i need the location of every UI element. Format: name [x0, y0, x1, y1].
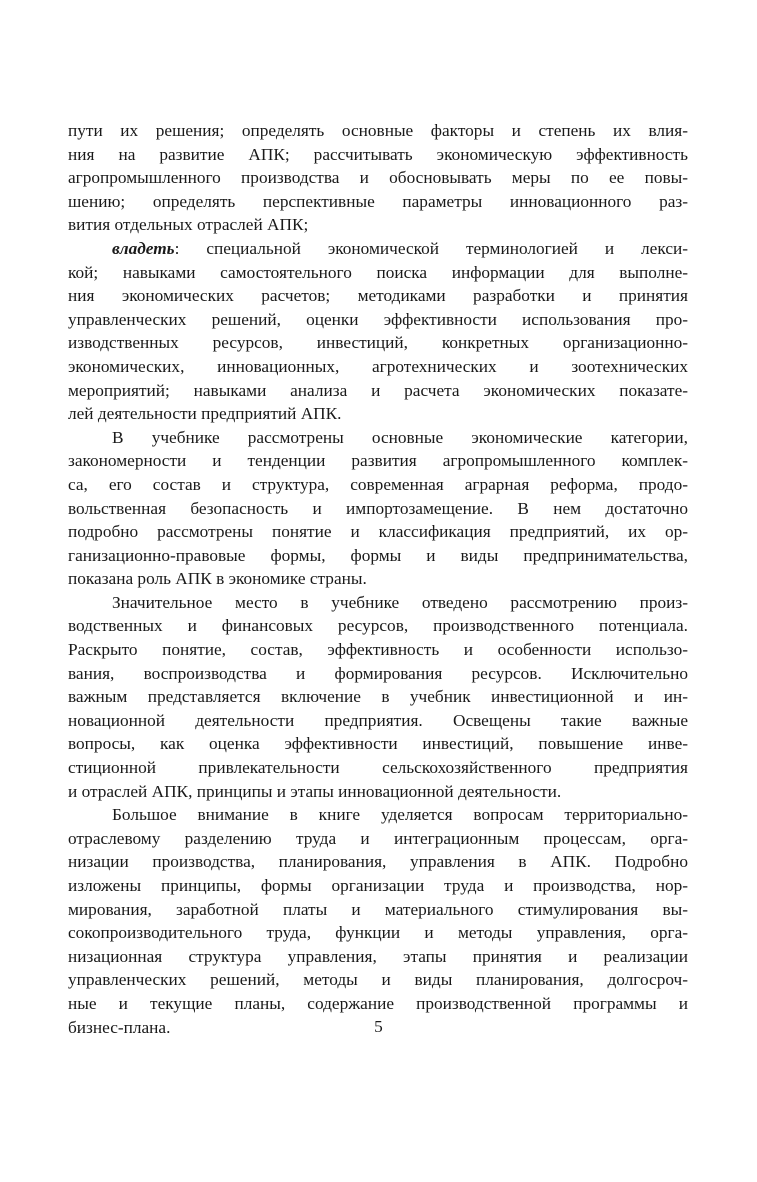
text-line: В учебнике рассмотрены основные экономические категории,: [112, 427, 688, 447]
paragraph: [68, 591, 688, 803]
paragraph: [68, 119, 688, 237]
text-line: экономических, инновационных, агротехнических и зоотехнических: [68, 356, 688, 376]
text-line: агропромышленного производства и обосновывать меры по ее повы-: [68, 168, 688, 188]
paragraph: [68, 426, 688, 591]
paragraph: [68, 803, 688, 1039]
text-line: лей деятельности предприятий АПК.: [68, 404, 342, 424]
text-line: вития отдельных отраслей АПК;: [68, 215, 309, 235]
text-line: управленческих решений, оценки эффективности использования про-: [68, 309, 688, 329]
text-line: вопросы, как оценка эффективности инвестиций, повышение инве-: [68, 734, 688, 754]
text-line: шению; определять перспективные параметры инновационного раз-: [68, 191, 688, 211]
text-line: отраслевому разделению труда и интеграционным процессам, орга-: [68, 828, 688, 848]
text-line: управленческих решений, методы и виды планирования, долгосроч-: [68, 970, 688, 990]
text-line: ния на развитие АПК; рассчитывать экономическую эффективность: [68, 144, 688, 164]
text-line: Значительное место в учебнике отведено рассмотрению произ-: [112, 592, 688, 612]
text-line: бизнес-плана.: [68, 1017, 171, 1037]
text-line: сокопроизводительного труда, функции и методы управления, орга-: [68, 923, 688, 943]
text-line: са, его состав и структура, современная аграрная реформа, продо-: [68, 474, 688, 494]
text-line: Большое внимание в книге уделяется вопросам территориально-: [112, 805, 688, 825]
text-line: вольственная безопасность и импортозамещение. В нем достаточно: [68, 498, 688, 518]
text-line: низационная структура управления, этапы принятия и реализации: [68, 946, 688, 966]
text-line: закономерности и тенденции развития агропромышленного комплек-: [68, 451, 688, 471]
paragraph: [68, 237, 688, 426]
text-line: [68, 237, 688, 261]
text-line: водственных и финансовых ресурсов, производственного потенциала.: [68, 616, 688, 636]
text-line: показана роль АПК в экономике страны.: [68, 569, 367, 589]
text-line: изложены принципы, формы организации труда и производства, нор-: [68, 876, 688, 895]
text-line: ния экономических расчетов; методиками разработки и принятия: [68, 286, 688, 306]
text-line: ные и текущие планы, содержание производственной программы и: [68, 993, 688, 1013]
text-line: пути их решения; определять основные факторы и степень их влия-: [68, 121, 688, 140]
text-line: подробно рассмотрены понятие и классификация предприятий, их ор-: [68, 522, 688, 542]
text-line: важным представляется включение в учебник инвестиционной и ин-: [68, 687, 688, 707]
keyword-term: владеть: [112, 238, 175, 258]
text-line: мероприятий; навыками анализа и расчета экономических показате-: [68, 380, 688, 400]
text-line: изводственных ресурсов, инвестиций, конкретных организационно-: [68, 333, 688, 353]
text-line: кой; навыками самостоятельного поиска информации для выполне-: [68, 262, 688, 282]
text-line: низации производства, планирования, управления в АПК. Подробно: [68, 852, 688, 872]
text-line: новационной деятельности предприятия. Освещены такие важные: [68, 710, 688, 730]
text-line-rest: : специальной экономической терминологией и лекси-: [174, 238, 688, 258]
text-line: ганизационно-правовые формы, формы и виды предпринимательства,: [68, 545, 688, 565]
text-line: мирования, заработной платы и материального стимулирования вы-: [68, 899, 688, 919]
text-line: и отраслей АПК, принципы и этапы инновационной деятельности.: [68, 781, 562, 801]
text-line: стиционной привлекательности сельскохозяйственного предприятия: [68, 758, 688, 778]
page-number: 5: [374, 1017, 383, 1036]
document-body: [68, 119, 688, 1039]
text-line: Раскрыто понятие, состав, эффективность и особенности использо-: [68, 640, 688, 660]
text-line: вания, воспроизводства и формирования ресурсов. Исключительно: [68, 663, 688, 683]
